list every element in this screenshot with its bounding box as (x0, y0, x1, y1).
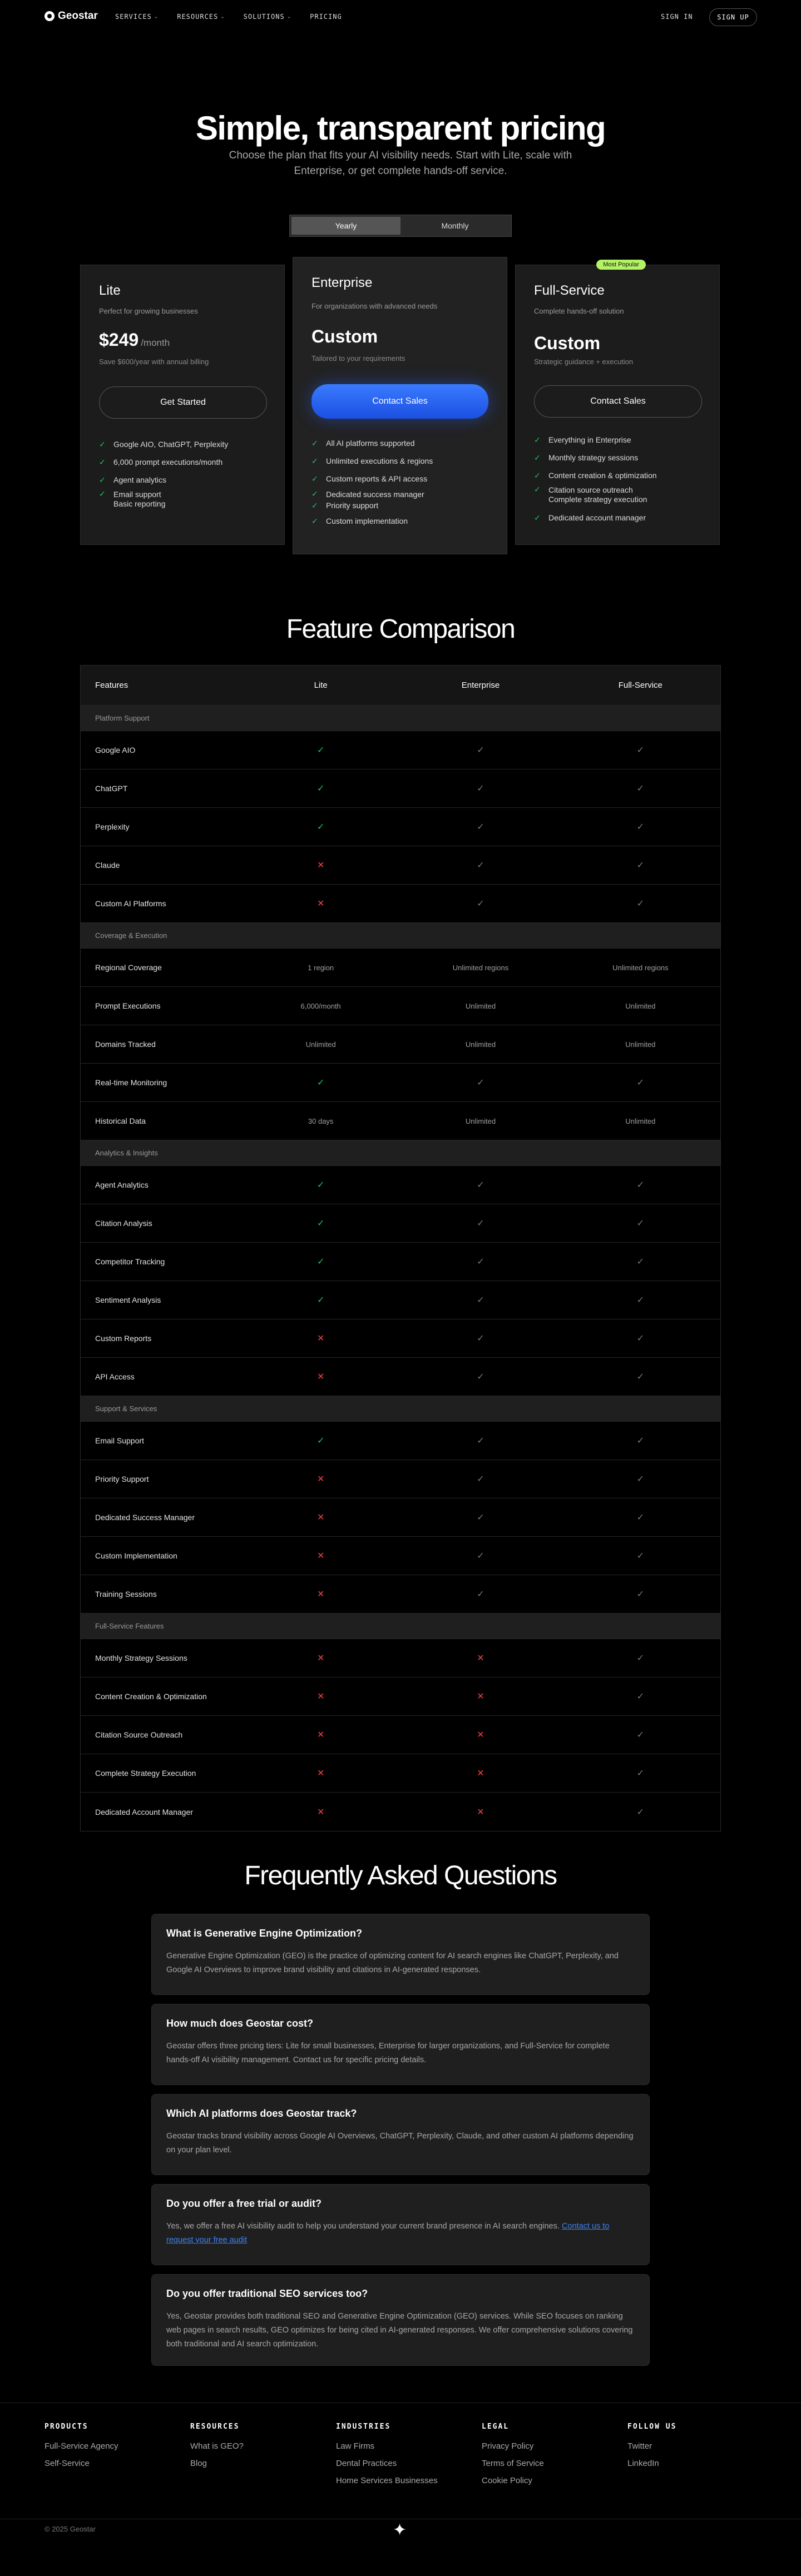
nav-pricing[interactable]: PRICING (310, 13, 342, 21)
group-label: Analytics & Insights (95, 1149, 158, 1157)
cross-icon: ✕ (317, 1513, 325, 1522)
check-icon: ✓ (477, 861, 484, 870)
table-row (81, 1793, 720, 1831)
plan-note: Tailored to your requirements (312, 354, 406, 363)
check-icon: ✓ (534, 435, 541, 444)
header-lite: Lite (314, 681, 328, 690)
table-row (81, 1204, 720, 1243)
check-icon: ✓ (636, 1372, 645, 1382)
footer-heading: INDUSTRIES (336, 2423, 391, 2431)
feature-name: Competitor Tracking (95, 1257, 165, 1266)
check-icon: ✓ (477, 1475, 484, 1484)
cross-icon: ✕ (317, 1334, 325, 1343)
check-icon: ✓ (312, 474, 318, 483)
footer-link[interactable]: Law Firms (336, 2441, 375, 2451)
plan-card-enterprise (293, 257, 507, 554)
feature-item: ✓ All AI platforms supported (312, 438, 415, 448)
footer-col-follow (627, 2423, 676, 2476)
check-icon: ✓ (312, 456, 318, 465)
check-icon: ✓ (317, 1078, 325, 1088)
feature-item: ✓ Everything in Enterprise (534, 435, 631, 444)
check-icon: ✓ (312, 500, 318, 510)
group-label: Platform Support (95, 714, 150, 722)
brand-logo[interactable] (44, 10, 98, 22)
check-icon: ✓ (636, 1692, 645, 1701)
check-icon: ✓ (477, 1180, 484, 1190)
check-icon: ✓ (312, 438, 318, 448)
feature-name: Claude (95, 861, 120, 870)
check-icon: ✓ (636, 1475, 645, 1484)
feature-item: ✓ Custom reports & API access (312, 474, 428, 483)
table-group-row (81, 1396, 720, 1422)
brand-name: Geostar (58, 10, 98, 22)
table-group-row (81, 1614, 720, 1639)
footer-link[interactable]: Full-Service Agency (44, 2441, 118, 2451)
feature-name: Dedicated Success Manager (95, 1513, 195, 1522)
comparison-title: Feature Comparison (286, 614, 515, 644)
check-icon: ✓ (636, 1654, 645, 1663)
check-icon: ✓ (636, 1807, 645, 1817)
feature-name: Domains Tracked (95, 1040, 156, 1049)
check-icon: ✓ (477, 1551, 484, 1561)
check-icon: ✓ (477, 1590, 484, 1599)
cross-icon: ✕ (477, 1807, 484, 1817)
cell-value: Unlimited (465, 1116, 496, 1125)
feature-item: ✓ Custom implementation (312, 516, 408, 525)
comparison-table (80, 665, 721, 1832)
page-subtitle: Choose the plan that fits your AI visibility needs. Start with Lite, scale with Enterprise, or get complete hands-off service. (229, 150, 572, 177)
feature-name: Perplexity (95, 822, 130, 831)
cell-value: Unlimited (465, 1040, 496, 1049)
plan-card-full-service (515, 261, 720, 545)
cell-value: 30 days (308, 1116, 334, 1125)
top-nav (0, 0, 801, 36)
check-icon: ✓ (636, 1551, 645, 1561)
toggle-yearly[interactable]: Yearly (291, 217, 400, 235)
table-header (81, 666, 720, 706)
cross-icon: ✕ (317, 1590, 325, 1599)
feature-name: Citation Source Outreach (95, 1730, 183, 1739)
table-row (81, 1575, 720, 1614)
footer-heading: RESOURCES (190, 2423, 240, 2431)
check-icon: ✓ (99, 457, 106, 466)
feature-name: Training Sessions (95, 1590, 157, 1599)
check-icon: ✓ (636, 1219, 645, 1228)
table-row (81, 1281, 720, 1319)
check-icon: ✓ (317, 1180, 325, 1190)
check-icon: ✓ (477, 784, 484, 793)
chevron-down-icon: ⌄ (154, 14, 159, 19)
footer-link[interactable]: Cookie Policy (482, 2476, 532, 2485)
check-icon: ✓ (317, 746, 325, 755)
table-row (81, 1754, 720, 1793)
cross-icon: ✕ (477, 1769, 484, 1778)
plan-name: Full-Service (534, 283, 605, 298)
cross-icon: ✕ (317, 1692, 325, 1701)
feature-item: ✓ Monthly strategy sessions (534, 453, 639, 462)
feature-item: ✓ Dedicated account manager (534, 513, 646, 522)
cell-value: Unlimited (305, 1040, 336, 1049)
feature-item: ✓ Unlimited executions & regions (312, 456, 433, 465)
table-row (81, 1639, 720, 1677)
plan-features (99, 435, 228, 509)
check-icon: ✓ (534, 513, 541, 522)
table-row (81, 1102, 720, 1140)
check-icon: ✓ (477, 822, 484, 832)
table-group-row (81, 923, 720, 949)
page-title: Simple, transparent pricing (195, 110, 606, 147)
feature-name: Prompt Executions (95, 1001, 161, 1010)
chevron-down-icon: ⌄ (221, 14, 225, 19)
feature-name: Priority Support (95, 1475, 149, 1483)
get-started-button[interactable]: Get Started (99, 386, 267, 419)
feature-name: ChatGPT (95, 784, 128, 793)
feature-name: Email Support (95, 1436, 144, 1445)
cell-value: Unlimited (625, 1001, 656, 1010)
table-group-row (81, 706, 720, 731)
check-icon: ✓ (636, 746, 645, 755)
plan-note: Save $600/year with annual billing (99, 358, 209, 366)
cell-value: Unlimited regions (612, 963, 669, 972)
faq-item[interactable] (151, 2184, 650, 2265)
check-icon: ✓ (636, 861, 645, 870)
table-row (81, 1677, 720, 1716)
faq-item[interactable] (151, 1914, 650, 1995)
sign-in-link[interactable]: SIGN IN (661, 13, 693, 21)
check-icon: ✓ (636, 1257, 645, 1267)
plan-desc: Perfect for growing businesses (99, 307, 198, 315)
faq-question: Which AI platforms does Geostar track? (166, 2108, 357, 2119)
feature-name: Google AIO (95, 746, 136, 755)
check-icon: ✓ (636, 1296, 645, 1305)
check-icon: ✓ (534, 453, 541, 462)
check-icon: ✓ (477, 1078, 484, 1088)
feature-name: Custom AI Platforms (95, 899, 166, 908)
faq-item[interactable] (151, 2094, 650, 2175)
cross-icon: ✕ (317, 1475, 325, 1484)
table-row (81, 1358, 720, 1396)
feature-name: Sentiment Analysis (95, 1296, 161, 1304)
most-popular-badge: Most Popular (596, 260, 646, 270)
faq-item[interactable] (151, 2004, 650, 2085)
header-full-service: Full-Service (618, 681, 662, 690)
footer-heading: PRODUCTS (44, 2423, 88, 2431)
footer-link[interactable]: What is GEO? (190, 2441, 244, 2451)
plan-name: Lite (99, 283, 121, 298)
cross-icon: ✕ (317, 899, 325, 909)
check-icon: ✓ (317, 784, 325, 793)
nav-links (115, 13, 342, 21)
table-row (81, 1319, 720, 1358)
cell-value: Unlimited (465, 1001, 496, 1010)
cross-icon: ✕ (317, 861, 325, 870)
faq-question: Do you offer traditional SEO services too? (166, 2288, 368, 2299)
nav-resources[interactable]: RESOURCES ⌄ (177, 13, 225, 21)
table-row (81, 1716, 720, 1754)
check-icon: ✓ (636, 1769, 645, 1778)
footer-col-products (44, 2423, 118, 2476)
feature-item: ✓ Content creation & optimization (534, 470, 657, 480)
table-row (81, 731, 720, 770)
footer-col-resources (190, 2423, 244, 2476)
check-icon: ✓ (99, 489, 106, 498)
check-icon: ✓ (636, 1513, 645, 1522)
check-icon: ✓ (312, 516, 318, 525)
cross-icon: ✕ (317, 1551, 325, 1561)
plan-price: Custom (312, 326, 378, 346)
footer-link[interactable]: Blog (190, 2459, 207, 2468)
check-icon: ✓ (99, 475, 106, 484)
check-icon: ✓ (477, 1257, 484, 1267)
table-row (81, 1460, 720, 1498)
plan-desc: For organizations with advanced needs (312, 302, 438, 310)
plan-features (534, 431, 657, 527)
check-icon: ✓ (636, 1730, 645, 1740)
nav-services[interactable]: SERVICES ⌄ (115, 13, 159, 21)
cell-value: Unlimited (625, 1040, 656, 1049)
footer-link[interactable]: Privacy Policy (482, 2441, 534, 2451)
plan-price: $249 /month (99, 330, 170, 350)
feature-name: API Access (95, 1372, 135, 1381)
feature-name: Monthly Strategy Sessions (95, 1654, 187, 1662)
cell-value: 6,000/month (300, 1001, 341, 1010)
footer-link[interactable]: Terms of Service (482, 2459, 544, 2468)
cross-icon: ✕ (317, 1730, 325, 1740)
table-row (81, 770, 720, 808)
footer-link[interactable]: Self-Service (44, 2459, 90, 2468)
sign-up-button[interactable]: SIGN UP (709, 8, 757, 26)
check-icon: ✓ (317, 822, 325, 832)
table-row (81, 885, 720, 923)
footer-link[interactable]: Home Services Businesses (336, 2476, 438, 2485)
feature-item: ✓ Agent analytics (99, 475, 166, 484)
footer-col-legal (482, 2423, 544, 2493)
cross-icon: ✕ (477, 1730, 484, 1740)
feature-name: Complete Strategy Execution (95, 1769, 196, 1778)
check-icon: ✓ (636, 899, 645, 909)
faq-answer: Geostar tracks brand visibility across Google AI Overviews, ChatGPT, Perplexity, Claude, and other custom AI platforms depending on your plan level. (166, 2132, 634, 2155)
cross-icon: ✕ (477, 1654, 484, 1663)
feature-name: Custom Implementation (95, 1551, 177, 1560)
check-icon: ✓ (477, 1436, 484, 1446)
check-icon: ✓ (477, 1296, 484, 1305)
feature-name: Agent Analytics (95, 1180, 149, 1189)
feature-name: Content Creation & Optimization (95, 1692, 207, 1701)
feature-item: ✓ Email support (99, 489, 161, 499)
table-row (81, 987, 720, 1025)
table-row (81, 949, 720, 987)
plan-desc: Complete hands-off solution (534, 307, 624, 315)
feature-name: Regional Coverage (95, 963, 162, 972)
check-icon: ✓ (636, 1078, 645, 1088)
table-row (81, 1243, 720, 1281)
faq-question: What is Generative Engine Optimization? (166, 1928, 363, 1939)
faq-answer: Generative Engine Optimization (GEO) is the practice of optimizing content for AI search engines like ChatGPT, Perplexity, and Google AI Overviews to improve brand visibility and citations in AI-generated responses. (166, 1952, 619, 1974)
toggle-monthly[interactable]: Monthly (441, 221, 469, 230)
table-row (81, 1166, 720, 1204)
check-icon: ✓ (99, 439, 106, 449)
check-icon: ✓ (317, 1219, 325, 1228)
feature-name: Citation Analysis (95, 1219, 152, 1228)
logo-icon (44, 11, 55, 21)
group-label: Full-Service Features (95, 1622, 164, 1630)
chevron-down-icon: ⌄ (287, 14, 291, 19)
check-icon: ✓ (317, 1296, 325, 1305)
cross-icon: ✕ (317, 1769, 325, 1778)
nav-solutions[interactable]: SOLUTIONS ⌄ (243, 13, 291, 21)
feature-name: Real-time Monitoring (95, 1078, 167, 1087)
check-icon: ✓ (534, 470, 541, 480)
check-icon: ✓ (477, 1219, 484, 1228)
plan-features (312, 434, 433, 530)
footer-col-industries (336, 2423, 438, 2493)
feature-item: ✓ Google AIO, ChatGPT, Perplexity (99, 439, 229, 449)
check-icon: ✓ (477, 1372, 484, 1382)
feature-name: Dedicated Account Manager (95, 1807, 193, 1816)
cell-value: Unlimited regions (452, 963, 509, 972)
sparkle-icon: ✦ (393, 2521, 407, 2539)
check-icon: ✓ (317, 1257, 325, 1267)
faq-item[interactable] (151, 2274, 650, 2366)
cross-icon: ✕ (477, 1692, 484, 1701)
faq-answer: Yes, Geostar provides both traditional SEO and Generative Engine Optimization (GEO) services. While SEO focuses on ranking web pages in search results, GEO optimizes for being cited in AI-generated responses. We offer comprehensive solutions covering both traditional and AI search optimization. (166, 2312, 633, 2349)
contact-sales-button[interactable]: Contact Sales (312, 384, 488, 419)
twitter-link[interactable]: Twitter (627, 2441, 652, 2451)
plan-card-lite (80, 265, 285, 545)
cell-value: 1 region (308, 963, 334, 972)
plan-note: Strategic guidance + execution (534, 358, 634, 366)
feature-item: ✓ Dedicated success manager (312, 489, 424, 499)
check-icon: ✓ (636, 1436, 645, 1446)
feature-item: ✓ Priority support (312, 500, 379, 510)
check-icon: ✓ (312, 489, 318, 498)
faq-title: Frequently Asked Questions (244, 1861, 557, 1890)
faq-answer: Geostar offers three pricing tiers: Lite for small businesses, Enterprise for larger organizations, and Full-Service for complete hands-off AI visibility management. Contact us for specific pricing details. (166, 2042, 610, 2064)
feature-name: Custom Reports (95, 1334, 152, 1343)
check-icon: ✓ (636, 822, 645, 832)
check-icon: ✓ (477, 899, 484, 909)
check-icon: ✓ (477, 1513, 484, 1522)
check-icon: ✓ (534, 485, 541, 494)
feature-item: Basic reporting (113, 499, 166, 508)
copyright: © 2025 Geostar (44, 2525, 96, 2533)
cross-icon: ✕ (317, 1372, 325, 1382)
footer-link[interactable]: Dental Practices (336, 2459, 397, 2468)
check-icon: ✓ (317, 1436, 325, 1446)
faq-question: Do you offer a free trial or audit? (166, 2198, 322, 2209)
table-row (81, 1025, 720, 1064)
feature-item: ✓ 6,000 prompt executions/month (99, 457, 223, 466)
cross-icon: ✕ (317, 1807, 325, 1817)
feature-name: Historical Data (95, 1116, 146, 1125)
table-group-row (81, 1140, 720, 1166)
plan-price: Custom (534, 333, 601, 353)
table-row (81, 1064, 720, 1102)
feature-item: Complete strategy execution (548, 495, 647, 504)
check-icon: ✓ (636, 1590, 645, 1599)
cell-value: Unlimited (625, 1116, 656, 1125)
table-row (81, 846, 720, 885)
contact-sales-button[interactable]: Contact Sales (534, 385, 702, 418)
header-features: Features (95, 681, 128, 690)
check-icon: ✓ (636, 1180, 645, 1190)
billing-toggle (289, 215, 512, 237)
check-icon: ✓ (636, 784, 645, 793)
faq-answer: Yes, we offer a free AI visibility audit to help you understand your current brand presence in AI search engines. Contact us to request your free audit (166, 2222, 610, 2245)
group-label: Support & Services (95, 1404, 157, 1413)
plan-name: Enterprise (312, 275, 373, 290)
check-icon: ✓ (477, 746, 484, 755)
request-audit-link[interactable]: Contact us to request your free audit (166, 2222, 610, 2245)
price-period: /month (141, 337, 170, 348)
header-enterprise: Enterprise (461, 681, 500, 690)
footer-heading: LEGAL (482, 2423, 510, 2431)
table-row (81, 1498, 720, 1537)
table-row (81, 1537, 720, 1575)
footer-heading: FOLLOW US (627, 2423, 677, 2431)
table-row (81, 808, 720, 846)
linkedin-link[interactable]: LinkedIn (627, 2459, 659, 2468)
faq-question: How much does Geostar cost? (166, 2018, 314, 2029)
table-row (81, 1422, 720, 1460)
cross-icon: ✕ (317, 1654, 325, 1663)
check-icon: ✓ (477, 1334, 484, 1343)
group-label: Coverage & Execution (95, 931, 167, 940)
check-icon: ✓ (636, 1334, 645, 1343)
feature-item: ✓ Citation source outreach (534, 485, 633, 494)
